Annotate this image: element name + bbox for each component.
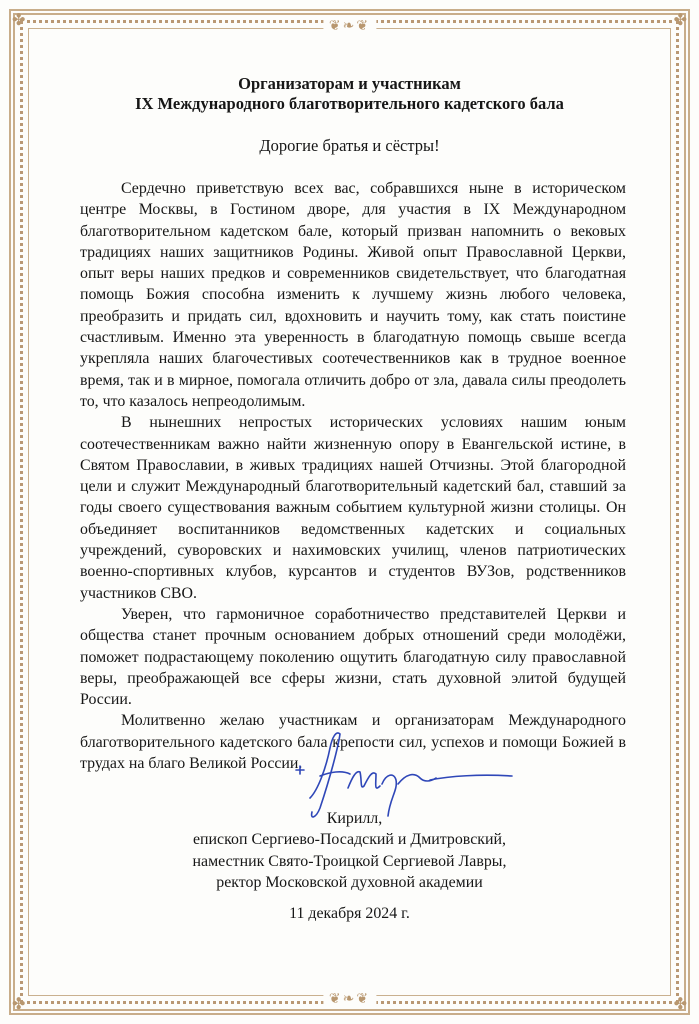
signatory-title-1: епископ Сергиево-Посадский и Дмитровский, [193,831,506,849]
signature-block [0,808,699,893]
paragraph-1: Сердечно приветствую всех вас, собравшихся ныне в историческом центре Москвы, в Гостином дворе, для участия в IX Международном благотворительном кадетском бале, который призван напомнить о вековых традициях наших защитников Родины. Живой опыт Православной Церкви, опыт веры наших предков и современников свидетельствует, что благодатная помощь Божия способна изменить к лучшему жизнь любого человека, преобразить и придать сил, вдохновить и научить тому, как стать поистине счастливым. Именно эта уверенность в благодатную помощь свыше всегда укрепляла наших благочестивых соотечественников как в трудное военное время, так и в мирное, помогала отличить добро от зла, давала силы преодолеть то, что казалось непреодолимым. [80,180,626,410]
paragraph-3: Уверен, что гармоничное соработничество представителей Церкви и общества станет прочным основанием добрых отношений среди молодёжи, поможет подрастающему поколению ощутить благодатную силу православной веры, преображающей все сферы жизни, стать духовной элитой будущей России. [80,605,626,709]
letter-greeting: Дорогие братья и сёстры! [259,136,440,155]
signatory-name: Кирилл, [326,810,383,827]
letter-body [80,178,626,774]
paragraph-4: Молитвенно желаю участникам и организаторам Международного благотворительного кадетского бала крепости сил, успехов и помощи Божией в трудах на благо Великой России. [80,712,626,773]
bottom-ornament-icon: ❦❧❦ [323,991,376,1008]
signatory-title-2: наместник Свято-Троицкой Сергиевой Лавры, [192,852,507,870]
signatory-title-3: ректор Московской духовной академии [216,873,483,891]
paragraph-2: В нынешних непростых исторических условиях нашим юным соотечественникам важно найти жизненную опору в Евангельской истине, в Святом Православии, в живых традициях нашей Отчизны. Этой благородной цели и служит Международный благотворительный кадетский бал, ставший за годы своего существования важным событием культурной жизни столицы. Он объединяет воспитанников ведомственных кадетских и социальных учреждений, суворовских и нахимовских училищ, членов патриотических военно-спортивных клубов, курсантов и студентов ВУЗов, родственников участников СВО. [80,414,626,602]
letter-title-line1: Организаторам и участникам [238,74,461,93]
top-ornament-icon: ❦❧❦ [323,18,376,35]
corner-ornament-icon: ✤ [673,12,687,29]
letter-title-line2: IX Международного благотворительного кадетского бала [135,94,564,113]
letter-date: 11 декабря 2024 г. [289,905,410,922]
corner-ornament-icon: ✤ [12,996,26,1013]
corner-ornament-icon: ✤ [673,996,687,1013]
corner-ornament-icon: ✤ [12,12,26,29]
